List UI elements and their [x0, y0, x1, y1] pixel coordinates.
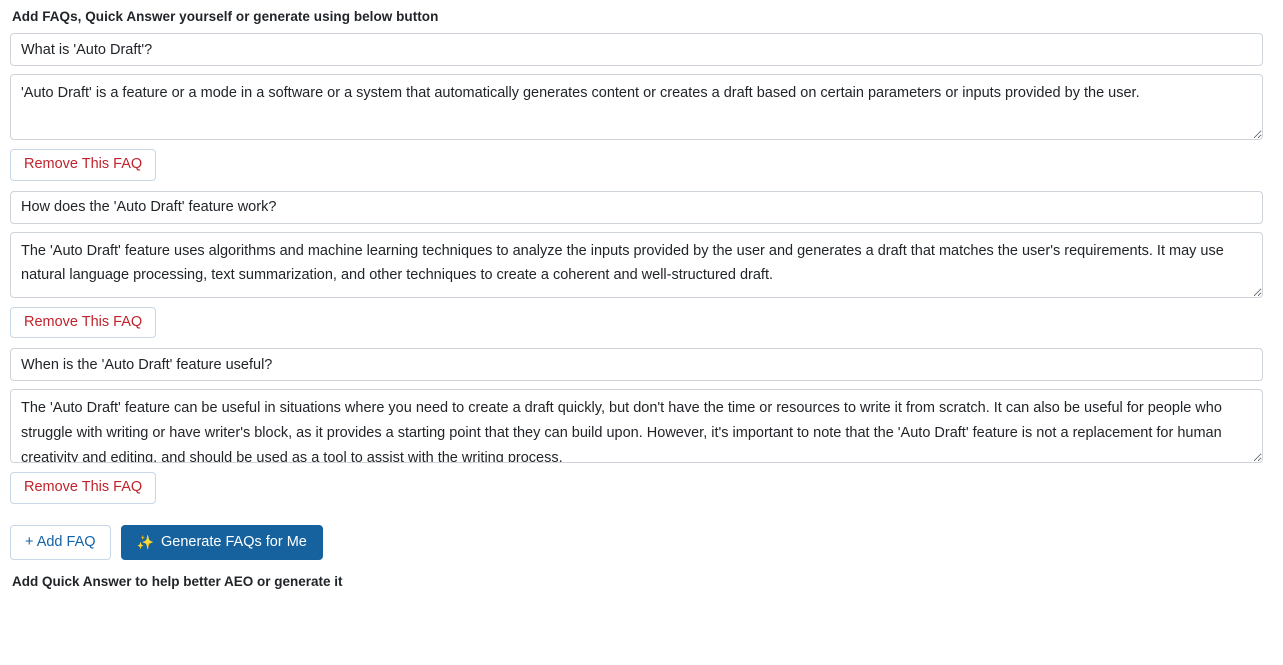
remove-faq-button[interactable]: Remove This FAQ: [10, 149, 156, 181]
faq-item: [10, 348, 1273, 504]
generate-faqs-label: Generate FAQs for Me: [160, 533, 307, 550]
sparkles-icon: ✨: [136, 533, 154, 550]
faq-editor-page: [0, 9, 1283, 665]
faq-answer-textarea[interactable]: [10, 74, 1263, 140]
faq-answer-textarea[interactable]: [10, 389, 1263, 463]
faq-question-input[interactable]: [10, 191, 1263, 224]
page-title: Add FAQs, Quick Answer yourself or generate using below button: [12, 9, 439, 24]
spacer: [10, 338, 1273, 348]
faq-item: [10, 33, 1273, 181]
faq-item: [10, 191, 1273, 339]
spacer: [10, 181, 1273, 191]
faq-question-input[interactable]: [10, 348, 1263, 381]
faq-question-input[interactable]: [10, 33, 1263, 66]
add-faq-button[interactable]: + Add FAQ: [10, 525, 111, 561]
generate-faqs-button[interactable]: [121, 525, 323, 561]
remove-faq-button[interactable]: Remove This FAQ: [10, 307, 156, 339]
quick-answer-section-title: Add Quick Answer to help better AEO or generate it: [12, 574, 343, 589]
faq-answer-textarea[interactable]: [10, 232, 1263, 298]
remove-faq-button[interactable]: Remove This FAQ: [10, 472, 156, 504]
faq-actions: [10, 525, 1273, 561]
